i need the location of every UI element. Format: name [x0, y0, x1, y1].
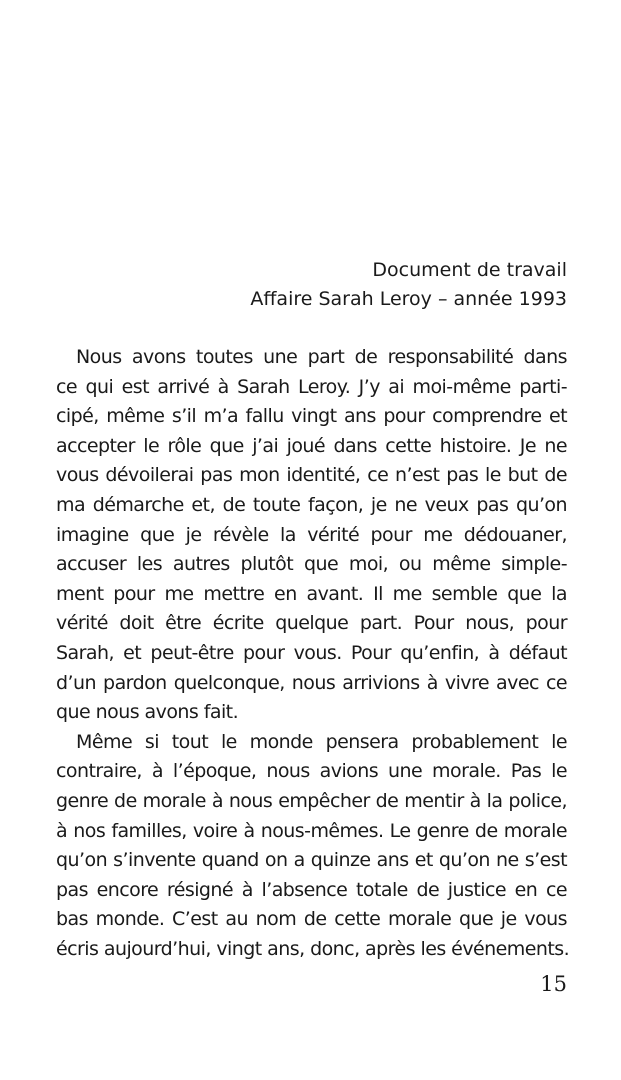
body-text [56, 343, 570, 964]
text-line: d’un pardon quelconque, nous arrivions à vivre avec ce [56, 671, 567, 694]
text-line: cipé, même s’il m’a fallu vingt ans pour comprendre et [56, 405, 567, 428]
header-line-document-type: Document de travail [372, 259, 567, 281]
text-line: genre de morale à nous empêcher de mentir à la police, [56, 789, 567, 812]
document-header [56, 256, 567, 314]
text-line: à nos familles, voire à nous-mêmes. Le genre de morale [56, 819, 567, 842]
text-line: accepter le rôle que j’ai joué dans cette histoire. Je ne [56, 434, 567, 457]
text-line: ment pour me mettre en avant. Il me semble que la [56, 582, 567, 605]
text-line: que nous avons fait. [56, 701, 239, 724]
text-line: contraire, à l’époque, nous avions une morale. Pas le [56, 760, 567, 783]
paragraph [56, 343, 567, 728]
text-line: imagine que je révèle la vérité pour me dédouaner, [56, 523, 567, 546]
paragraph [56, 728, 570, 965]
text-line: Même si tout le monde pensera probablement le [76, 730, 567, 753]
text-line: Nous avons toutes une part de responsabilité dans [76, 346, 567, 368]
text-line: bas monde. C’est au nom de cette morale que je vous [56, 908, 567, 931]
text-line: ma démarche et, de toute façon, je ne veux pas qu’on [56, 493, 567, 516]
text-line: accuser les autres plutôt que moi, ou même simple- [56, 553, 567, 576]
text-line: vérité doit être écrite quelque part. Pour nous, pour [56, 612, 567, 635]
text-line: pas encore résigné à l’absence totale de justice en ce [56, 878, 567, 901]
text-line: ce qui est arrivé à Sarah Leroy. J’y ai moi-même parti- [56, 375, 567, 398]
page-number: 15 [540, 972, 567, 996]
text-line: Sarah, et peut-être pour vous. Pour qu’enfin, à défaut [56, 641, 567, 664]
header-line-case-title: Affaire Sarah Leroy – année 1993 [250, 288, 567, 310]
text-line: écris aujourd’hui, vingt ans, donc, après les événements. [56, 937, 570, 960]
text-line: qu’on s’invente quand on a quinze ans et qu’on ne s’est [56, 849, 567, 872]
text-line: vous dévoilerai pas mon identité, ce n’est pas le but de [56, 464, 567, 487]
